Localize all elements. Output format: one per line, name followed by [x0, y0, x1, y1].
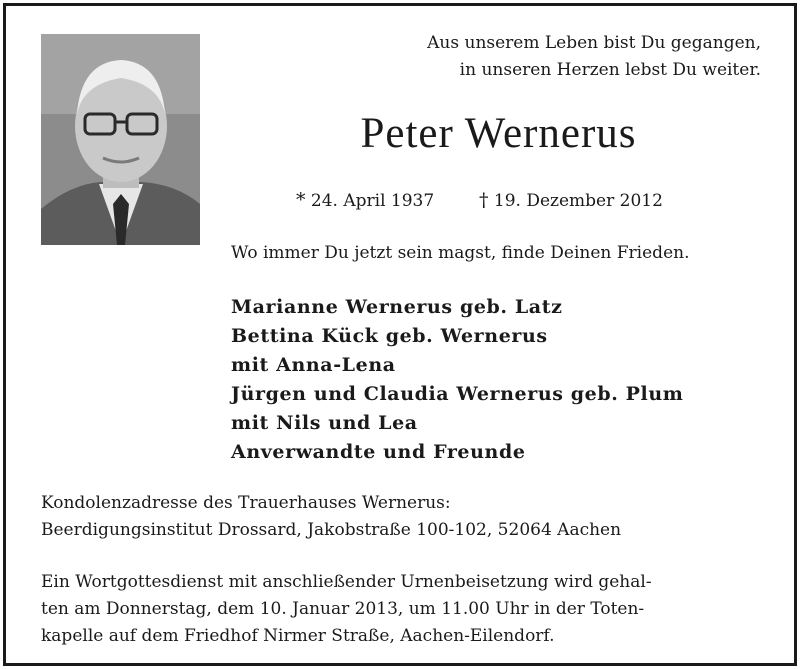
family-member: mit Anna-Lena [231, 354, 396, 376]
family-member: Bettina Kück geb. Wernerus [231, 325, 548, 347]
service-line-2: ten am Donnerstag, dem 10. Januar 2013, um 11.00 Uhr in der Toten- [41, 599, 645, 619]
birth-star-icon: * [296, 189, 306, 211]
quote-line-1: Aus unserem Leben bist Du gegangen, [427, 33, 761, 53]
family-member: mit Nils und Lea [231, 412, 418, 434]
deceased-name: Peter Wernerus [360, 110, 637, 157]
family-member: Anverwandte und Freunde [231, 441, 526, 463]
quote-line-2: in unseren Herzen lebst Du weiter. [459, 60, 761, 80]
service-line-1: Ein Wortgottesdienst mit anschließender Urnenbeisetzung wird gehal- [41, 572, 652, 592]
family-list [231, 293, 683, 467]
family-member: Jürgen und Claudia Wernerus geb. Plum [231, 383, 684, 405]
service-info [41, 569, 652, 650]
address-line-1: Kondolenzadresse des Trauerhauses Wernerus: [41, 493, 451, 513]
epitaph-quote [306, 30, 761, 84]
obituary-card [3, 3, 797, 666]
life-dates [296, 189, 663, 211]
family-member: Marianne Wernerus geb. Latz [231, 296, 563, 318]
birth-date: 24. April 1937 [310, 191, 435, 211]
death-date: 19. Dezember 2012 [493, 191, 663, 211]
motto-text: Wo immer Du jetzt sein magst, finde Deinen Frieden. [231, 243, 690, 263]
condolence-address [41, 490, 621, 544]
portrait-photo [41, 34, 200, 245]
death-cross-icon: † [479, 189, 489, 211]
address-line-2: Beerdigungsinstitut Drossard, Jakobstraße 100-102, 52064 Aachen [41, 520, 622, 540]
service-line-3: kapelle auf dem Friedhof Nirmer Straße, Aachen-Eilendorf. [41, 626, 555, 646]
